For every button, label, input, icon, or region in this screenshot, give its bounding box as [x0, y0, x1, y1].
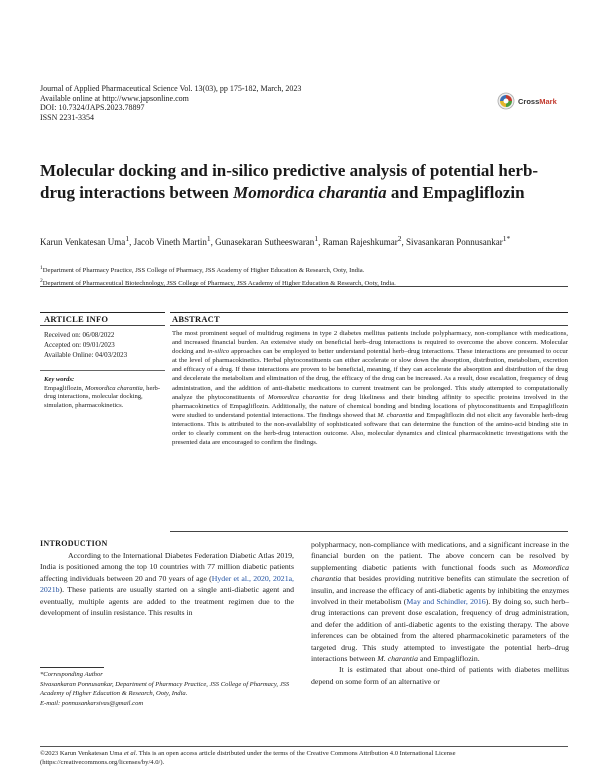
- paragraph: According to the International Diabetes Federation Diabetic Atlas 2019, India is positioned among the top 10 countries with 77 million diabetic patients affecting individuals between 20 and 70 years of age (Hyder et al., 2020, 2021a, 2021b). These patients are usually started on a single anti-diabetic agent and eventually, multiple agents are added to the treatment regimen due to the development of insulin resistance. This results in: [40, 551, 294, 618]
- citation-link[interactable]: Hyder et al., 2020, 2021a, 2021b: [40, 573, 294, 595]
- crossmark-badge[interactable]: [497, 91, 557, 111]
- abstract-heading: ABSTRACT: [172, 314, 220, 324]
- keywords: Key words: Empagliflozin, Momordica charantia, herb-drug interactions, molecular docking, simulation, pharmacokinetics.: [44, 376, 161, 409]
- divider: [170, 312, 568, 313]
- online-date: Available Online: 04/03/2023: [44, 351, 128, 359]
- title-italic: Momordica charantia: [233, 183, 387, 202]
- article-info-heading: ARTICLE INFO: [44, 314, 109, 324]
- affiliation: $^1$Department of Pharmacy Practice, JSS College of Pharmacy, JSS Academy of Higher Education & Research, Ooty, India.: [40, 265, 365, 275]
- divider: [40, 325, 165, 326]
- paragraph: It is estimated that about one-third of patients with diabetes mellitus depend on some form of an alternative or: [311, 665, 569, 686]
- author: Jacob Vineth Martin$^1$,: [133, 234, 216, 247]
- journal-header: [40, 84, 420, 122]
- corresponding-author: [40, 670, 296, 708]
- license-footer: ©2023 Karun Venkatesan Uma et al. This is an open access article distributed under the terms of the Creative Commons Attribution 4.0 International License (https://creativecommons.org/licenses/by/4.0/).: [40, 750, 456, 766]
- divider: [40, 312, 165, 313]
- divider: [40, 667, 104, 668]
- article-title: Molecular docking and in-silico predictive analysis of potential herb-drug interactions between Momordica charantia and Empagliflozin: [40, 161, 539, 202]
- author: Sivasankaran Ponnusankar$^{1*}$: [406, 234, 511, 247]
- issn: ISSN 2231-3354: [40, 112, 95, 122]
- journal-url[interactable]: Available online at http://www.japsonline.com: [40, 93, 189, 103]
- corresponding-address: Sivasankaran Ponnusankar, Department of Pharmacy Practice, JSS College of Pharmacy, JSS Academy of Higher Education & Research, Ooty, India.: [40, 680, 290, 698]
- journal-citation: Journal of Applied Pharmaceutical Science Vol. 13(03), pp 175-182, March, 2023: [40, 84, 302, 93]
- intro-column-left: [40, 550, 294, 618]
- keywords-heading: Key words:: [44, 376, 75, 383]
- received-date: Received on: 06/08/2022: [44, 331, 115, 339]
- affiliation: $^2$Department of Pharmaceutical Biotechnology, JSS College of Pharmacy, JSS Academy of Higher Education & Research, Ooty, India.: [40, 278, 396, 288]
- introduction-heading: INTRODUCTION: [40, 539, 108, 548]
- author: Gunasekaran Sutheeswaran$^1$,: [215, 234, 323, 247]
- crossmark-icon: [497, 92, 515, 110]
- intro-column-right: [311, 539, 569, 687]
- accepted-date: Accepted on: 09/01/2023: [44, 341, 115, 349]
- abstract-body: The most prominent sequel of multidrug regimens in type 2 diabetes mellitus patients include polypharmacy, non-compliance with medications, and increased financial burden. An extensive study on beneficial herb–drug interactions is required to overcome the above concern. Molecular docking and in-silico approaches can be employed to better understand potential herb–drug interactions. These interactions are presumed to occur at the level of pharmacokinetics. Herbal phytoconstituents can either accelerate or slow down the absorption, distribution, metabolism, excretion and efficacy of a drug. If these interactions are proven to be beneficial, meaning, if they can accelerate the absorption and distribution of the drug and decelerate the metabolism and elimination of the drug, the efficacy of the drug can be increased. As a result, dose escalation, frequency of drug administration, and the addition of anti-diabetic medications to current treatment can be prolonged. This study attempted to computationally analyze the phytoconstituents of Momordica charantia for drug likeliness and their binding affinity to specific proteins involved in the pharmacokinetics of Empagliflozin. Additionally, the nature of chemical bonding and binding locations of phytoconstituents and Empagliflozin were studied to understand potential interactions. The findings showed that M. charantia and Empagliflozin did not elicit any favorable herb-drug interactions. This is attributed to the non-availability of sophisticated software that can determine the function of the amino-acid binding site in order to clearly comment on the herb-drug interaction outcome. Also, molecular dynamics and clinical pharmacokinetic investigations with the presented data are encouraged to confirm the findings.: [172, 330, 569, 447]
- citation-link[interactable]: May and Schindler, 2016: [406, 597, 486, 607]
- paragraph: polypharmacy, non-compliance with medications, and a significant increase in the financial burden on the patient. The above concern can be resolved by supplementing diabetic patients with functional foods such as Momordica charantia that besides providing nutritive benefits can stimulate the secretion of insulin, and increase the efficacy of anti-diabetic agents by inhibiting the enzymes involved in their metabolism (May and Schindler, 2016). By doing so, such herb–drug interactions can prevent dose escalation, frequency of drug administration, and defer the addition of anti-diabetic agents to the existing therapy. The above inferences can be obtained from the altered pharmacokinetic parameters of the targeted drug. This study attempted to investigate the potential herb–drug interactions between M. charantia and Empagliflozin.: [311, 540, 570, 664]
- divider: [170, 531, 568, 532]
- corresponding-label: *Corresponding Author: [40, 671, 103, 678]
- divider: [40, 286, 568, 287]
- crossmark-label: CrossMark: [518, 96, 557, 106]
- divider: [170, 325, 568, 326]
- doi[interactable]: DOI: 10.7324/JAPS.2023.78897: [40, 103, 145, 113]
- author-list: [40, 232, 570, 249]
- article-dates: [44, 330, 166, 360]
- divider: [40, 746, 568, 747]
- divider: [40, 370, 165, 371]
- author: Karun Venkatesan Uma$^1$,: [40, 234, 134, 247]
- corresponding-email[interactable]: E-mail: ponnusankarsivas@gmail.com: [40, 699, 144, 707]
- author: Raman Rajeshkumar$^2$,: [322, 234, 407, 247]
